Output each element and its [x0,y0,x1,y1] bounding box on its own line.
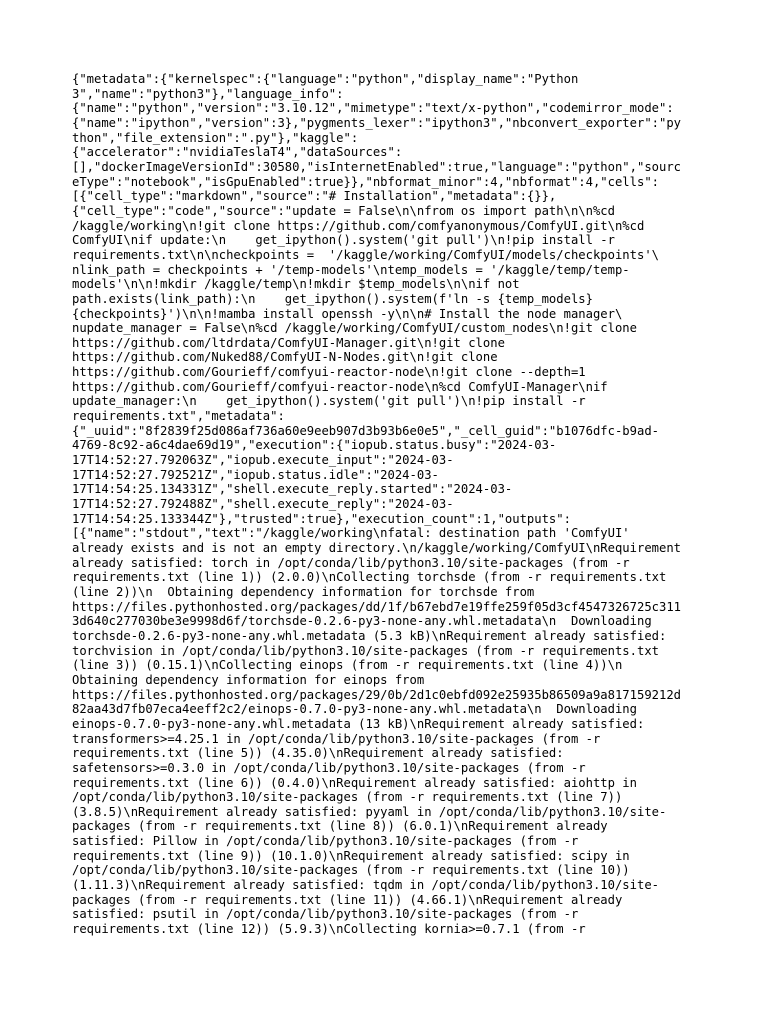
text-line: {"name":"python","version":"3.10.12","mimetype":"text/x-python","codemirror_mode": [72,101,674,116]
text-line: 3d640c277030be3e9998d6f/torchsde-0.2.6-py3-none-any.whl.metadata\n Downloading [72,614,652,629]
text-line: packages (from -r requirements.txt (line 11)) (4.66.1)\nRequirement already [72,892,623,907]
text-line: 4769-8c92-a6c4dae69d19","execution":{"iopub.status.busy":"2024-03- [72,438,557,453]
text-line: eType":"notebook","isGpuEnabled":true}},"nbformat_minor":4,"nbformat":4,"cells": [72,174,659,189]
text-line: path.exists(link_path):\n get_ipython().system(f'ln -s {temp_models} [72,291,593,306]
text-line: (line 3)) (0.15.1)\nCollecting einops (from -r requirements.txt (line 4))\n [72,658,623,673]
text-line: (line 2))\n Obtaining dependency information for torchsde from [72,584,535,599]
text-line: requirements.txt (line 1)) (2.0.0)\nCollecting torchsde (from -r requirements.txt [72,570,667,585]
text-line: einops-0.7.0-py3-none-any.whl.metadata (13 kB)\nRequirement already satisfied: [72,716,645,731]
text-line: {"name":"ipython","version":3},"pygments_lexer":"ipython3","nbconvert_exporter":"py [72,115,682,130]
text-line: (3.8.5)\nRequirement already satisfied: pyyaml in /opt/conda/lib/python3.10/site- [72,804,667,819]
text-line: https://files.pythonhosted.org/packages/dd/1f/b67ebd7e19ffe259f05d3cf4547326725c311 [72,599,682,614]
text-line: requirements.txt (line 6)) (0.4.0)\nRequirement already satisfied: aiohttp in [72,775,637,790]
text-line: {"accelerator":"nvidiaTeslaT4","dataSources": [72,145,403,160]
text-line: nupdate_manager = False\n%cd /kaggle/working/ComfyUI/custom_nodes\n!git clone [72,321,637,336]
text-line: 82aa43d7fb07eca4eeff2c2/einops-0.7.0-py3-none-any.whl.metadata\n Downloading [72,702,637,717]
text-line: requirements.txt (line 9)) (10.1.0)\nRequirement already satisfied: scipy in [72,848,630,863]
text-line: requirements.txt\n\ncheckpoints = '/kaggle/working/ComfyUI/models/checkpoints'\ [72,247,659,262]
text-line: already exists and is not an empty directory.\n/kaggle/working/ComfyUI\nRequirement [72,541,682,555]
text-line: [{"name":"stdout","text":"/kaggle/working\nfatal: destination path 'ComfyUI' [72,526,630,541]
text-line: https://github.com/ltdrdata/ComfyUI-Manager.git\n!git clone [72,335,505,350]
text-line: https://github.com/Nuked88/ComfyUI-N-Nodes.git\n!git clone [72,350,498,365]
text-line: requirements.txt (line 5)) (4.35.0)\nRequirement already satisfied: [72,746,564,761]
text-line: satisfied: psutil in /opt/conda/lib/python3.10/site-packages (from -r [72,907,579,922]
notebook-json-text [72,72,702,937]
text-line: {"cell_type":"code","source":"update = False\n\nfrom os import path\n\n%cd [72,203,615,218]
text-line: thon","file_extension":".py"},"kaggle": [72,130,359,145]
text-line: 17T14:54:25.134331Z","shell.execute_reply.started":"2024-03- [72,482,513,497]
text-line: 17T14:52:27.792488Z","shell.execute_reply":"2024-03- [72,497,454,512]
text-line: {"_uuid":"8f2839f25d086af736a60e9eeb907d3b93b6e0e5","_cell_guid":"b1076dfc-b9ad- [72,423,659,438]
text-line: already satisfied: torch in /opt/conda/lib/python3.10/site-packages (from -r [72,555,630,570]
text-line: satisfied: Pillow in /opt/conda/lib/python3.10/site-packages (from -r [72,834,579,849]
text-line: nlink_path = checkpoints + '/temp-models'\ntemp_models = '/kaggle/temp/temp- [72,262,630,277]
text-line: /opt/conda/lib/python3.10/site-packages (from -r requirements.txt (line 10)) [72,863,630,878]
text-line: 17T14:52:27.792063Z","iopub.execute_input":"2024-03- [72,453,454,468]
text-line: {"metadata":{"kernelspec":{"language":"python","display_name":"Python [72,72,579,86]
text-line: Obtaining dependency information for einops from [72,672,425,687]
text-line: requirements.txt","metadata": [72,409,285,424]
text-line: https://github.com/Gourieff/comfyui-reactor-node\n%cd ComfyUI-Manager\nif [72,379,608,394]
text-line: transformers>=4.25.1 in /opt/conda/lib/python3.10/site-packages (from -r [72,731,601,746]
text-line: 17T14:52:27.792521Z","iopub.status.idle":"2024-03- [72,467,439,482]
text-line: update_manager:\n get_ipython().system('git pull')\n!pip install -r [72,394,586,409]
text-line: torchsde-0.2.6-py3-none-any.whl.metadata (5.3 kB)\nRequirement already satisfied: [72,628,667,643]
document-page [72,72,702,937]
text-line: /kaggle/working\n!git clone https://github.com/comfyanonymous/ComfyUI.git\n%cd [72,218,645,233]
text-line: 3","name":"python3"},"language_info": [72,86,344,101]
text-line: models'\n\n!mkdir /kaggle/temp\n!mkdir $temp_models\n\nif not [72,277,520,292]
text-line: {checkpoints}')\n\n!mamba install openssh -y\n\n# Install the node manager\ [72,306,623,321]
text-line: safetensors>=0.3.0 in /opt/conda/lib/python3.10/site-packages (from -r [72,760,586,775]
text-line: requirements.txt (line 12)) (5.9.3)\nCollecting kornia>=0.7.1 (from -r [72,922,586,937]
text-line: torchvision in /opt/conda/lib/python3.10/site-packages (from -r requirements.txt [72,643,659,658]
text-line: /opt/conda/lib/python3.10/site-packages (from -r requirements.txt (line 7)) [72,790,623,805]
text-line: (1.11.3)\nRequirement already satisfied: tqdm in /opt/conda/lib/python3.10/site- [72,878,659,893]
text-line: ComfyUI\nif update:\n get_ipython().system('git pull')\n!pip install -r [72,233,615,248]
text-line: https://files.pythonhosted.org/packages/29/0b/2d1c0ebfd092e25935b86509a9a817159212d [72,687,682,702]
text-line: packages (from -r requirements.txt (line 8)) (6.0.1)\nRequirement already [72,819,608,834]
text-line: 17T14:54:25.133344Z"},"trusted":true},"execution_count":1,"outputs": [72,511,571,526]
text-line: [{"cell_type":"markdown","source":"# Installation","metadata":{}}, [72,189,557,204]
text-line: https://github.com/Gourieff/comfyui-reactor-node\n!git clone --depth=1 [72,365,586,380]
text-line: [],"dockerImageVersionId":30580,"isInternetEnabled":true,"language":"python","sourc [72,159,682,174]
